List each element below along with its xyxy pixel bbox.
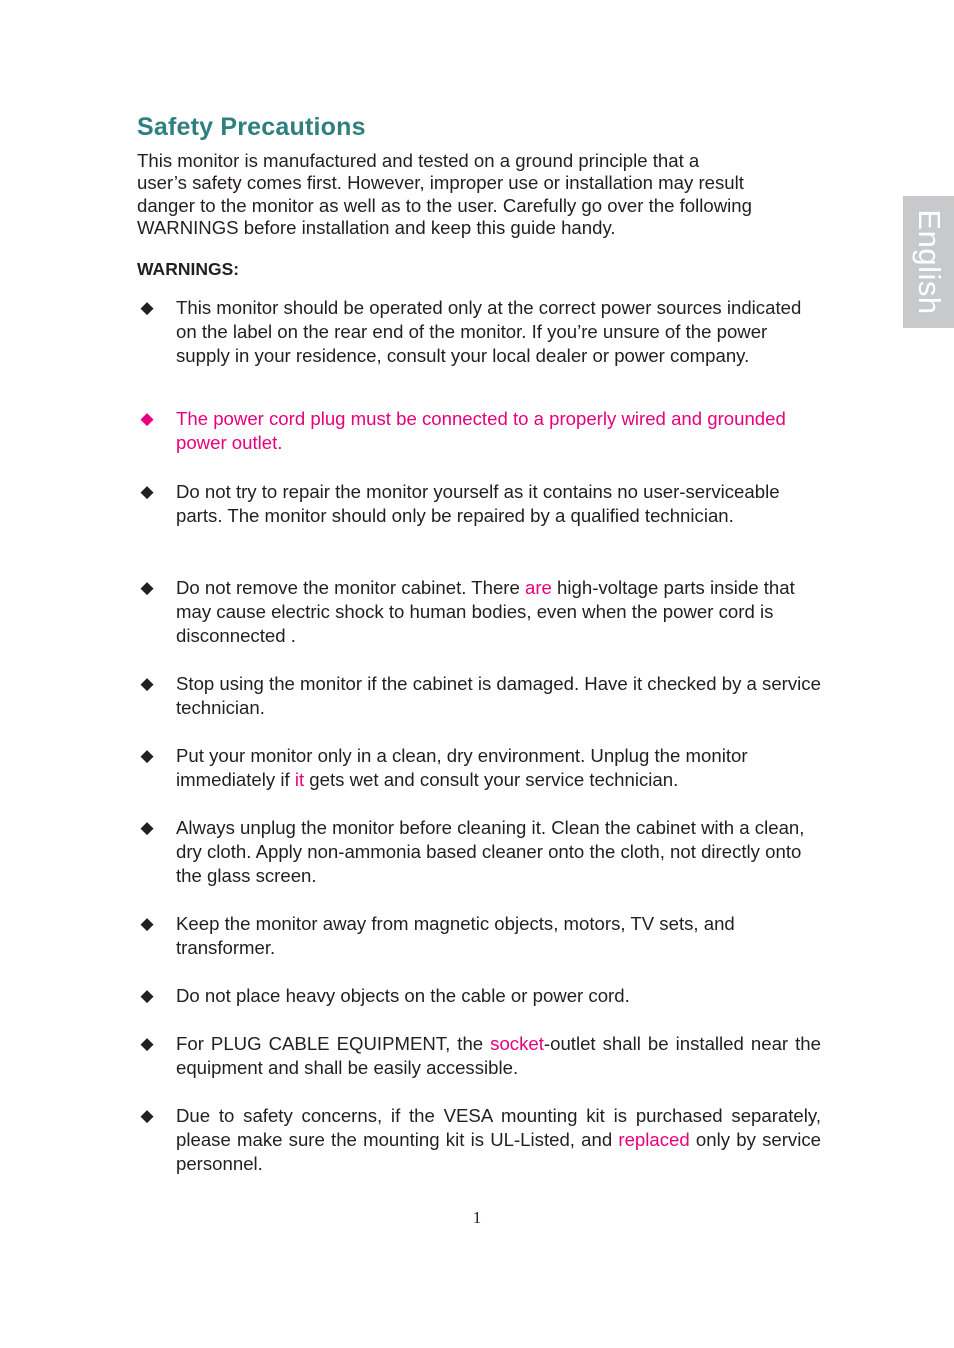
intro-line: This monitor is manufactured and tested on a ground principle that a xyxy=(137,150,700,171)
warning-text xyxy=(176,1032,821,1080)
warning-text-part: Due to safety concerns, if the VESA mounting kit is purchased separately, please make sure the mounting kit is UL-Listed, and xyxy=(176,1105,821,1150)
highlighted-text: are xyxy=(525,577,552,598)
page-title: Safety Precautions xyxy=(137,113,366,141)
warning-text xyxy=(176,672,821,720)
warning-text-part: gets wet and consult your service technician. xyxy=(304,769,679,790)
warning-item xyxy=(137,816,827,888)
diamond-bullet-icon: ◆ xyxy=(140,409,154,428)
warning-text-part: Do not remove the monitor cabinet. There xyxy=(176,577,525,598)
diamond-bullet-icon: ◆ xyxy=(140,578,154,597)
warning-text-part: only by service personnel. xyxy=(176,1129,821,1174)
warning-item xyxy=(137,672,827,720)
highlighted-text: replaced xyxy=(618,1129,690,1150)
language-tab-label: English xyxy=(911,209,947,315)
diamond-bullet-icon: ◆ xyxy=(140,914,154,933)
highlighted-text: socket xyxy=(490,1033,544,1054)
language-tab xyxy=(903,196,954,328)
warning-text-part: Do not try to repair the monitor yourself as it contains no user-serviceable parts. The monitor should only be repaired by a qualified technician. xyxy=(176,481,780,526)
warning-text-part: Stop using the monitor if the cabinet is damaged. Have it checked by a service technician. xyxy=(176,673,821,718)
warning-text-part: Always unplug the monitor before cleaning it. Clean the cabinet with a clean, dry cloth. Apply non-ammonia based cleaner onto the cloth, not directly onto the glass screen. xyxy=(176,817,805,886)
warning-item xyxy=(137,296,827,368)
highlighted-text: The power cord plug must be connected to a properly wired and grounded power outlet. xyxy=(176,408,786,453)
warning-item xyxy=(137,1104,827,1176)
warning-text-part: Do not place heavy objects on the cable or power cord. xyxy=(176,985,630,1006)
intro-line: user’s safety comes first. However, improper use or installation may result xyxy=(137,172,744,194)
warning-item xyxy=(137,407,827,455)
diamond-bullet-icon: ◆ xyxy=(140,674,154,693)
warning-text xyxy=(176,296,821,368)
intro-line: WARNINGS before installation and keep this guide handy. xyxy=(137,216,616,238)
diamond-bullet-icon: ◆ xyxy=(140,986,154,1005)
warning-text xyxy=(176,912,821,960)
warning-item xyxy=(137,1032,827,1080)
diamond-bullet-icon: ◆ xyxy=(140,1034,154,1053)
diamond-bullet-icon: ◆ xyxy=(140,298,154,317)
warning-text-part: This monitor should be operated only at the correct power sources indicated on the label on the rear end of the monitor. If you’re unsure of the power supply in your residence, consult your local dealer or power company. xyxy=(176,297,802,366)
warning-text-part: high-voltage parts inside that may cause electric shock to human bodies, even when the power cord is disconnected . xyxy=(176,577,795,646)
warning-text-part: For PLUG CABLE EQUIPMENT, the xyxy=(176,1033,491,1054)
warning-text xyxy=(176,984,821,1008)
warning-item xyxy=(137,480,827,528)
diamond-bullet-icon: ◆ xyxy=(140,818,154,837)
highlighted-text: it xyxy=(294,769,305,790)
warning-text xyxy=(176,816,821,888)
intro-line: danger to the monitor as well as to the user. Carefully go over the following xyxy=(137,194,752,216)
diamond-bullet-icon: ◆ xyxy=(140,482,154,501)
warning-text-part: -outlet shall be installed near the equipment and shall be easily accessible. xyxy=(176,1033,821,1078)
warning-text xyxy=(176,576,821,648)
warning-text-part: Put your monitor only in a clean, dry environment. Unplug the monitor immediately if xyxy=(176,745,748,790)
warning-text xyxy=(176,407,821,455)
warning-item xyxy=(137,576,827,648)
warning-text-part: Keep the monitor away from magnetic objects, motors, TV sets, and transformer. xyxy=(176,913,735,958)
warnings-heading: WARNINGS: xyxy=(137,259,240,279)
warning-text xyxy=(176,744,821,792)
warning-item xyxy=(137,984,827,1008)
warning-text xyxy=(176,480,821,528)
warning-item xyxy=(137,744,827,792)
warning-item xyxy=(137,912,827,960)
warning-text xyxy=(176,1104,821,1176)
diamond-bullet-icon: ◆ xyxy=(140,746,154,765)
page-number: 1 xyxy=(472,1208,482,1227)
intro-paragraph xyxy=(137,150,827,239)
diamond-bullet-icon: ◆ xyxy=(140,1106,154,1125)
